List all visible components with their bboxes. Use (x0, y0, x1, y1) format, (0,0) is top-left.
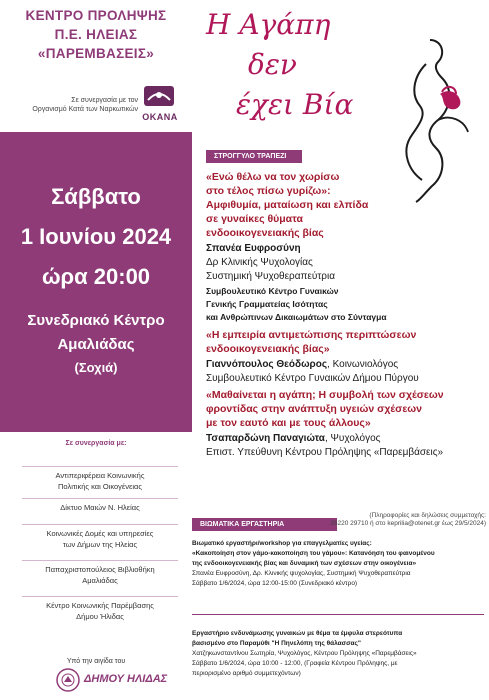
workshop1-line: Σπανέα Ευφροσύνη, Δρ. Κλινικής ψυχολογίας, Συστημική Ψυχοθεραπεύτρια (192, 570, 411, 577)
talk3-role: , Ψυχολόγος (324, 433, 381, 444)
event-venue-line2: Αμαλιάδας (57, 336, 135, 353)
talk3-title-line: φροντίδας στην ανάπτυξη υγειών σχέσεων (206, 403, 423, 415)
talk2-org: Συμβουλευτικό Κέντρο Γυναικών Δήμου Πύργου (206, 373, 419, 384)
workshop1-line: Σάββατο 1/6/2024, ώρα 12:00-15:00 (Συνεδριακό κέντρο) (192, 580, 358, 587)
workshop1-line: της ενδοοικογενειακής βίας και δυναμική των σχέσεων στην οικογένεια» (192, 560, 417, 567)
collab-line1: Σε συνεργασία με τον (71, 97, 138, 104)
talk2-role: , Κοινωνιολόγος (327, 359, 399, 370)
workshop-divider (192, 614, 484, 615)
workshop2-line: περιορισμένο αριθμό συμμετεχόντων) (192, 670, 301, 677)
talk3-org: Επιστ. Υπεύθυνη Κέντρου Πρόληψης «Παρεμβάσεις» (206, 447, 444, 458)
left-column (0, 0, 192, 700)
sponsor-line: Κοινωνικές Δομές και υπηρεσίες (46, 529, 154, 538)
talk1-title-line: «Ενώ θέλω να τον χωρίσω (206, 171, 340, 183)
municipality-name: ΔΗΜΟΥ ΗΛΙΔΑΣ (84, 673, 168, 685)
aegis-label: Υπό την αιγίδα του (66, 658, 126, 665)
workshop1-line: «Κακοποίηση στον γάμο-κακοποίηση του γάμου»: Κατανόηση του φαινομένου (192, 550, 435, 557)
talk1-title-line: σε γυναίκες θύματα (206, 213, 303, 225)
workshop2-line: Σάββατο 1/6/2024, ώρα 10:00 - 12:00, (Γραφεία Κέντρου Πρόληψης, με (192, 660, 398, 667)
event-date: 1 Ιουνίου 2024 (20, 224, 172, 249)
event-venue-line3: (Σοχιά) (74, 360, 118, 375)
workshops-info-line: 26220 29710 ή στο keprilia@otenet.gr έως 29/5/2024) (330, 520, 486, 527)
workshops-info (330, 512, 486, 528)
talk2-title-line: ενδοοικογενειακής βίας» (206, 343, 330, 355)
event-venue-line1: Συνεδριακό Κέντρο (27, 312, 165, 329)
sponsor-item (22, 560, 178, 586)
talk1-speaker: Σπανέα Ευφροσύνη (206, 243, 301, 254)
workshops-label: ΒΙΩΜΑΤΙΚΑ ΕΡΓΑΣΤΗΡΙΑ (192, 518, 337, 531)
talk3-speaker-line (206, 432, 486, 445)
sponsor-line: Δίκτυο Μαιών Ν. Ηλείας (60, 503, 140, 512)
talk2-speaker-line (206, 358, 486, 371)
slogan-line1: Η Αγάπη (206, 8, 331, 41)
talk1-role: Δρ Κλινικής Ψυχολογίας (206, 257, 313, 268)
talk3-speaker: Τσαπαρδώνη Παναγιώτα (206, 433, 325, 444)
talk3-title-line: «Μαθαίνεται η αγάπη; Η συμβολή των σχέσεων (206, 389, 444, 401)
workshop2-line: Εργαστήριο ενδυνάμωσης γυναικών με θέμα τα έμφυλα στερεότυπα (192, 630, 403, 637)
talk1-title-line: ενδοοικογενειακής βίας (206, 227, 324, 239)
sponsor-line: Κέντρο Κοινωνικής Παρέμβασης (46, 601, 154, 610)
sponsor-item (22, 466, 178, 492)
municipality-seal-icon (56, 668, 80, 692)
talk1-org: Γενικής Γραμματείας Ισότητας (206, 299, 328, 309)
okana-label: ΟΚΑΝΑ (142, 112, 178, 122)
collab-line2: Οργανισμό Κατά των Ναρκωτικών (32, 106, 138, 113)
talk1-role: Συστημική Ψυχοθεραπεύτρια (206, 271, 335, 282)
sponsor-line: Δήμου Ήλιδας (76, 612, 124, 621)
sponsor-line: Αντιπεριφέρεια Κοινωνικής (55, 471, 145, 480)
sponsor-line: Πολιτικής και Οικογένειας (58, 482, 142, 491)
talk1-title-line: στο τέλος πίσω γυρίζω»: (206, 185, 331, 197)
workshops-info-line: (Πληροφορίες και δηλώσεις συμμετοχής: (369, 512, 486, 519)
slogan-line3: έχει Βία (236, 88, 354, 121)
org-title-line2: Π.Ε. ΗΛΕΙΑΣ (54, 27, 138, 42)
okana-logo-icon (142, 84, 176, 108)
talk2-title-line: «Η εμπειρία αντιμετώπισης περιπτώσεων (206, 329, 417, 341)
talk2-speaker: Γιαννόπουλος Θεόδωρος (206, 359, 328, 370)
sponsor-item (22, 524, 178, 550)
sponsor-line: Παπαχριστοπούλειος Βιβλιοθήκη (45, 565, 155, 574)
talk1-title-line: Αμφιθυμία, ματαίωση και ελπίδα (206, 199, 369, 211)
sponsor-item (22, 498, 178, 513)
sponsor-item (22, 596, 178, 622)
collab-text (18, 96, 138, 114)
workshop2-line: Χατζηκωνσταντίνου Σωτηρία, Ψυχολόγος, Κέντρου Πρόληψης «Παρεμβάσεις» (192, 650, 417, 657)
org-title-line1: ΚΕΝΤΡΟ ΠΡΟΛΗΨΗΣ (25, 8, 167, 23)
org-title-line3: «ΠΑΡΕΜΒΑΣΕΙΣ» (37, 46, 155, 61)
sponsors-label: Σε συνεργασία με: (56, 438, 136, 450)
sponsor-line: Αμαλιάδας (82, 576, 118, 585)
event-time: ώρα 20:00 (41, 264, 151, 289)
sponsor-line: των Δήμων της Ηλείας (62, 540, 138, 549)
talk1-org: Συμβουλευτικό Κέντρο Γυναικών (206, 286, 339, 296)
workshop1-line: Βιωματικό εργαστήρι/workshop για επαγγελματίες υγείας: (192, 540, 372, 547)
slogan-line2: δεν (248, 48, 297, 81)
talk1-org: και Ανθρώπινων Δικαιωμάτων στο Σύνταγμα (206, 312, 387, 322)
workshop2-line: βασισμένο στο Παραμύθι "Η Πηνελόπη της θάλασσας" (192, 640, 361, 647)
event-day: Σάββατο (51, 184, 141, 209)
talk3-title-line: με τον εαυτό και με τους άλλους» (206, 417, 371, 429)
roundtable-label: ΣΤΡΟΓΓΥΛΟ ΤΡΑΠΕΖΙ (206, 150, 302, 163)
